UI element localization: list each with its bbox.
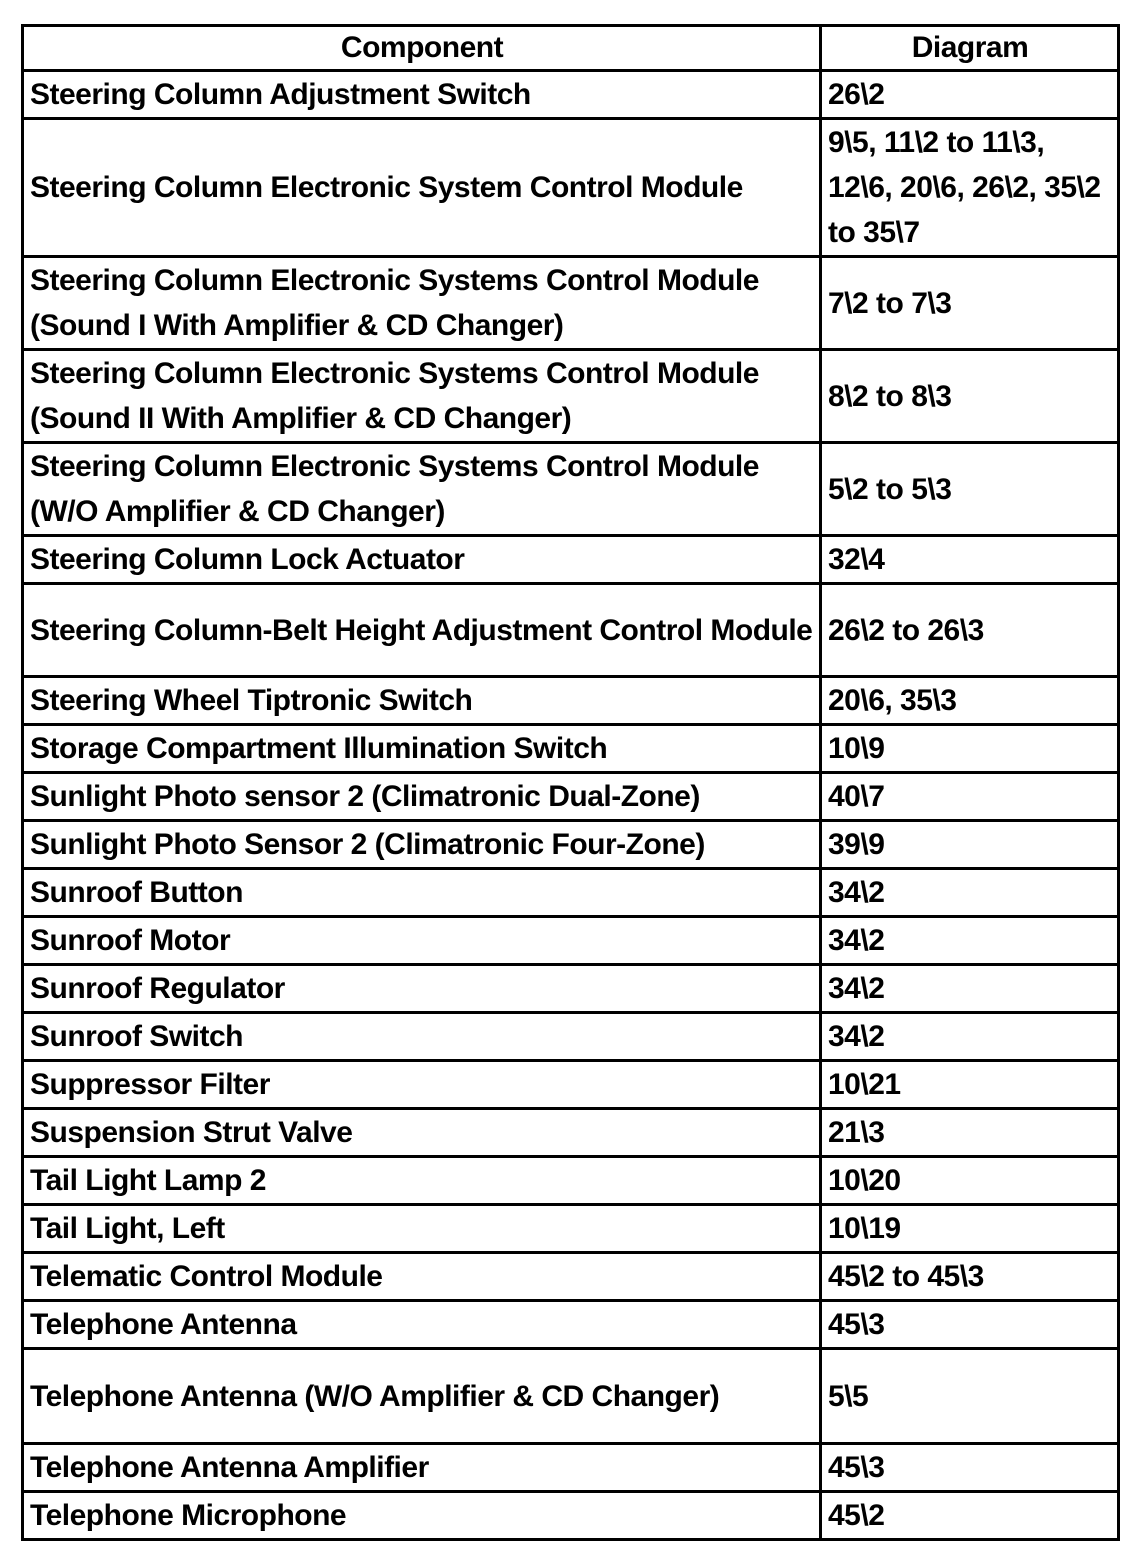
diagram-cell: 5\2 to 5\3 bbox=[821, 443, 1119, 536]
table-row bbox=[23, 1301, 1119, 1349]
diagram-cell: 45\2 to 45\3 bbox=[821, 1253, 1119, 1301]
diagram-cell: 20\6, 35\3 bbox=[821, 677, 1119, 725]
header-row bbox=[23, 26, 1119, 71]
table-row bbox=[23, 1205, 1119, 1253]
component-index-table bbox=[21, 24, 1120, 1541]
table-row bbox=[23, 1349, 1119, 1444]
component-cell: Telephone Antenna (W/O Amplifier & CD Changer) bbox=[23, 1349, 821, 1444]
component-cell: Tail Light, Left bbox=[23, 1205, 821, 1253]
diagram-cell: 7\2 to 7\3 bbox=[821, 257, 1119, 350]
component-cell: Sunroof Switch bbox=[23, 1013, 821, 1061]
diagram-cell: 5\5 bbox=[821, 1349, 1119, 1444]
table-row bbox=[23, 1444, 1119, 1492]
component-cell: Suppressor Filter bbox=[23, 1061, 821, 1109]
table-row bbox=[23, 1013, 1119, 1061]
diagram-cell: 32\4 bbox=[821, 536, 1119, 584]
component-cell: Steering Column Electronic Systems Control Module (W/O Amplifier & CD Changer) bbox=[23, 443, 821, 536]
table-row bbox=[23, 119, 1119, 257]
component-cell: Steering Column-Belt Height Adjustment Control Module bbox=[23, 584, 821, 677]
diagram-cell: 34\2 bbox=[821, 869, 1119, 917]
component-cell: Sunroof Motor bbox=[23, 917, 821, 965]
diagram-cell: 10\20 bbox=[821, 1157, 1119, 1205]
diagram-cell: 10\19 bbox=[821, 1205, 1119, 1253]
table-row bbox=[23, 1109, 1119, 1157]
table-row bbox=[23, 917, 1119, 965]
component-cell: Steering Column Electronic Systems Control Module (Sound II With Amplifier & CD Changer) bbox=[23, 350, 821, 443]
component-cell: Sunlight Photo Sensor 2 (Climatronic Four-Zone) bbox=[23, 821, 821, 869]
diagram-cell: 45\3 bbox=[821, 1301, 1119, 1349]
component-cell: Telephone Antenna bbox=[23, 1301, 821, 1349]
component-cell: Sunroof Button bbox=[23, 869, 821, 917]
component-cell: Storage Compartment Illumination Switch bbox=[23, 725, 821, 773]
component-cell: Steering Column Lock Actuator bbox=[23, 536, 821, 584]
table-row bbox=[23, 773, 1119, 821]
diagram-cell: 34\2 bbox=[821, 965, 1119, 1013]
table-row bbox=[23, 1492, 1119, 1540]
table-row bbox=[23, 257, 1119, 350]
component-cell: Steering Wheel Tiptronic Switch bbox=[23, 677, 821, 725]
component-cell: Telephone Microphone bbox=[23, 1492, 821, 1540]
diagram-cell: 45\3 bbox=[821, 1444, 1119, 1492]
table-row bbox=[23, 1253, 1119, 1301]
table-row bbox=[23, 536, 1119, 584]
column-header-diagram: Diagram bbox=[821, 26, 1119, 71]
component-cell: Steering Column Electronic System Control Module bbox=[23, 119, 821, 257]
table-row bbox=[23, 71, 1119, 119]
table-row bbox=[23, 350, 1119, 443]
diagram-cell: 39\9 bbox=[821, 821, 1119, 869]
component-cell: Telematic Control Module bbox=[23, 1253, 821, 1301]
diagram-cell: 34\2 bbox=[821, 917, 1119, 965]
table-row bbox=[23, 965, 1119, 1013]
diagram-cell: 10\21 bbox=[821, 1061, 1119, 1109]
diagram-cell: 26\2 bbox=[821, 71, 1119, 119]
table-row bbox=[23, 821, 1119, 869]
component-cell: Tail Light Lamp 2 bbox=[23, 1157, 821, 1205]
table-row bbox=[23, 584, 1119, 677]
diagram-cell: 34\2 bbox=[821, 1013, 1119, 1061]
diagram-cell: 21\3 bbox=[821, 1109, 1119, 1157]
table-row bbox=[23, 1157, 1119, 1205]
component-cell: Sunlight Photo sensor 2 (Climatronic Dual-Zone) bbox=[23, 773, 821, 821]
component-cell: Steering Column Electronic Systems Control Module (Sound I With Amplifier & CD Changer) bbox=[23, 257, 821, 350]
diagram-cell: 9\5, 11\2 to 11\3, 12\6, 20\6, 26\2, 35\2 to 35\7 bbox=[821, 119, 1119, 257]
table-row bbox=[23, 1061, 1119, 1109]
diagram-cell: 26\2 to 26\3 bbox=[821, 584, 1119, 677]
component-cell: Suspension Strut Valve bbox=[23, 1109, 821, 1157]
column-header-component: Component bbox=[23, 26, 821, 71]
component-cell: Sunroof Regulator bbox=[23, 965, 821, 1013]
table-row bbox=[23, 443, 1119, 536]
diagram-cell: 8\2 to 8\3 bbox=[821, 350, 1119, 443]
table-row bbox=[23, 725, 1119, 773]
component-cell: Steering Column Adjustment Switch bbox=[23, 71, 821, 119]
diagram-cell: 40\7 bbox=[821, 773, 1119, 821]
component-cell: Telephone Antenna Amplifier bbox=[23, 1444, 821, 1492]
diagram-cell: 45\2 bbox=[821, 1492, 1119, 1540]
table-row bbox=[23, 869, 1119, 917]
diagram-cell: 10\9 bbox=[821, 725, 1119, 773]
table-row bbox=[23, 677, 1119, 725]
